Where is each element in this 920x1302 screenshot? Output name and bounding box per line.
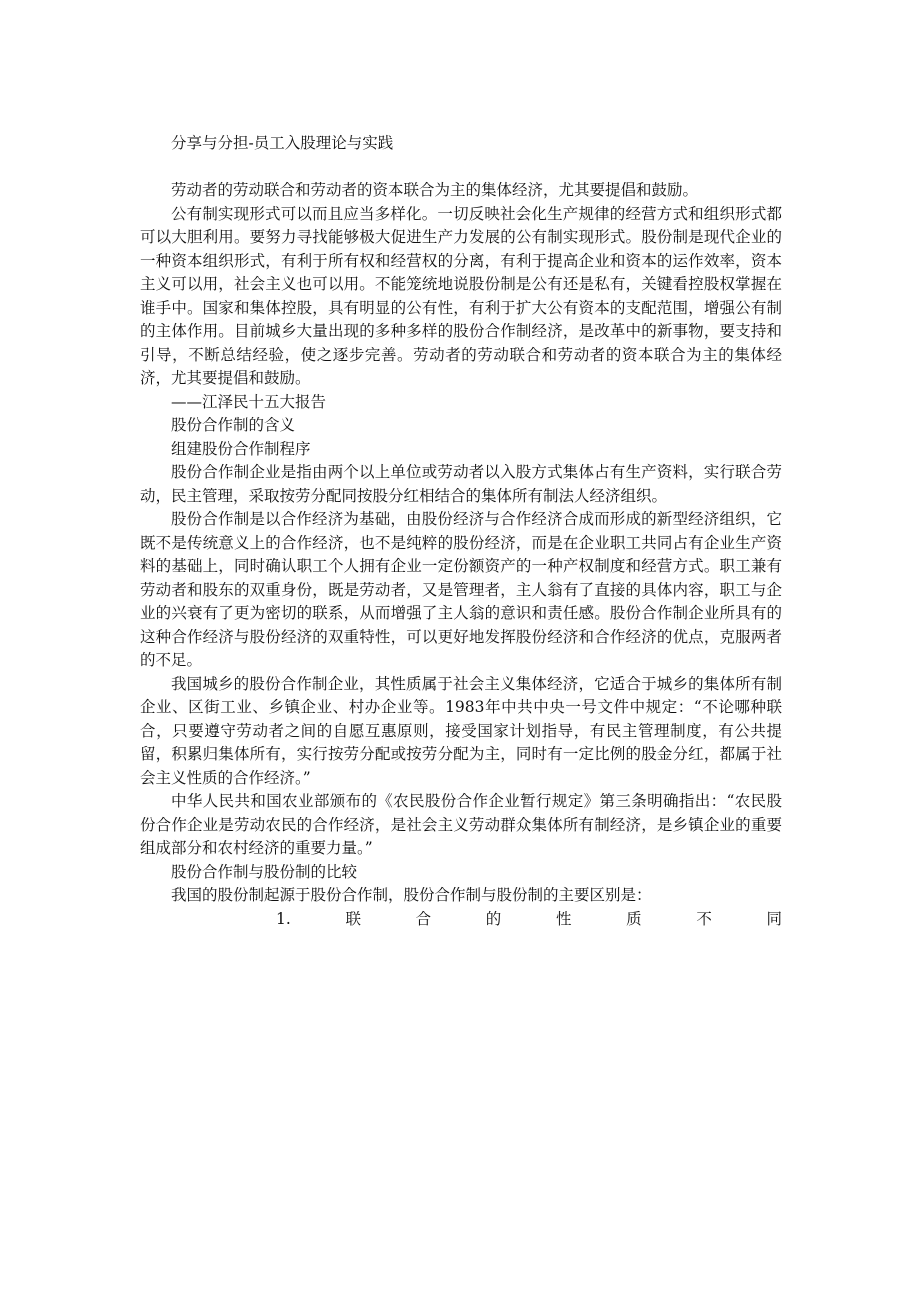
paragraph-definition: 股份合作制企业是指由两个以上单位或劳动者以入股方式集体占有生产资料，实行联合劳动，民主管理，采取按劳分配同按股分红相结合的集体所有制法人经济组织。 xyxy=(140,463,782,505)
list-item-char: 性 xyxy=(555,909,572,928)
paragraph-attribution: ——江泽民十五大报告 xyxy=(171,392,327,411)
list-item-char: 质 xyxy=(626,909,642,928)
paragraph-public-ownership: 公有制实现形式可以而且应当多样化。一切反映社会化生产规律的经营方式和组织形式都可以大胆利用。要努力寻找能够极大促进生产力发展的公有制实现形式。股份制是现代企业的一种资本组织形式，有利于所有权和经营权的分离，有利于提高企业和资本的运作效率，资本主义可以用，社会主义也可以用。不能笼统地说股份制是公有还是私有，关键看控股权掌握在谁手中。国家和集体控股，具有明显的公有性，有利于扩大公有资本的支配范围，增强公有制的主体作用。目前城乡大量出现的多种多样的股份合作制经济，是改革中的新事物，要支持和引导，不断总结经验，使之逐步完善。劳动者的劳动联合和劳动者的资本联合为主的集体经济，尤其要提倡和鼓励。 xyxy=(140,204,782,387)
list-item-char: 不 xyxy=(696,909,712,928)
list-item-number: 1. xyxy=(276,909,291,928)
section-heading-comparison: 股份合作制与股份制的比较 xyxy=(171,862,358,881)
paragraph-intro: 劳动者的劳动联合和劳动者的资本联合为主的集体经济，尤其要提倡和鼓励。 xyxy=(171,181,699,199)
document-body xyxy=(140,132,782,931)
list-item-char: 的 xyxy=(485,909,502,928)
paragraph-basis: 股份合作制是以合作经济为基础，由股份经济与合作经济合成而形成的新型经济组织，它既不是传统意义上的合作经济，也不是纯粹的股份经济，而是在企业职工共同占有企业生产资料的基础上，同时确认职工个人拥有企业一定份额资产的一种产权制度和经营方式。职工兼有劳动者和股东的双重身份，既是劳动者，又是管理者，主人翁有了直接的具体内容，职工与企业的兴衰有了更为密切的联系，从而增强了主人翁的意识和责任感。股份合作制企业所具有的这种合作经济与股份经济的双重特性，可以更好地发挥股份经济和合作经济的优点，克服两者的不足。 xyxy=(140,510,782,669)
paragraph-urban-rural: 我国城乡的股份合作制企业，其性质属于社会主义集体经济，它适合于城乡的集体所有制企业、区街工业、乡镇企业、村办企业等。1983年中共中央一号文件中规定：“不论哪种联合，只要遵守劳动者之间的自愿互惠原则，接受国家计划指导，有民主管理制度，有公共提留，积累归集体所有，实行按劳分配或按劳分配为主，同时有一定比例的股金分红，都属于社会主义性质的合作经济。” xyxy=(140,674,782,787)
list-item-char: 合 xyxy=(415,909,432,928)
paragraph-origin: 我国的股份制起源于股份合作制，股份合作制与股份制的主要区别是： xyxy=(171,886,652,904)
section-heading-procedure: 组建股份合作制程序 xyxy=(171,439,311,458)
paragraph-ministry-rule: 中华人民共和国农业部颁布的《农民股份合作企业暂行规定》第三条明确指出：“农民股份合作企业是劳动农民的合作经济，是社会主义劳动群众集体所有制经济，是乡镇企业的重要组成部分和农村经济的重要力量。” xyxy=(140,792,782,857)
section-heading-meaning: 股份合作制的含义 xyxy=(171,416,296,434)
list-item-char: 同 xyxy=(766,909,782,928)
list-item-char: 联 xyxy=(345,909,361,928)
document-title: 分享与分担-员工入股理论与实践 xyxy=(171,134,394,152)
list-item-1 xyxy=(140,908,782,932)
